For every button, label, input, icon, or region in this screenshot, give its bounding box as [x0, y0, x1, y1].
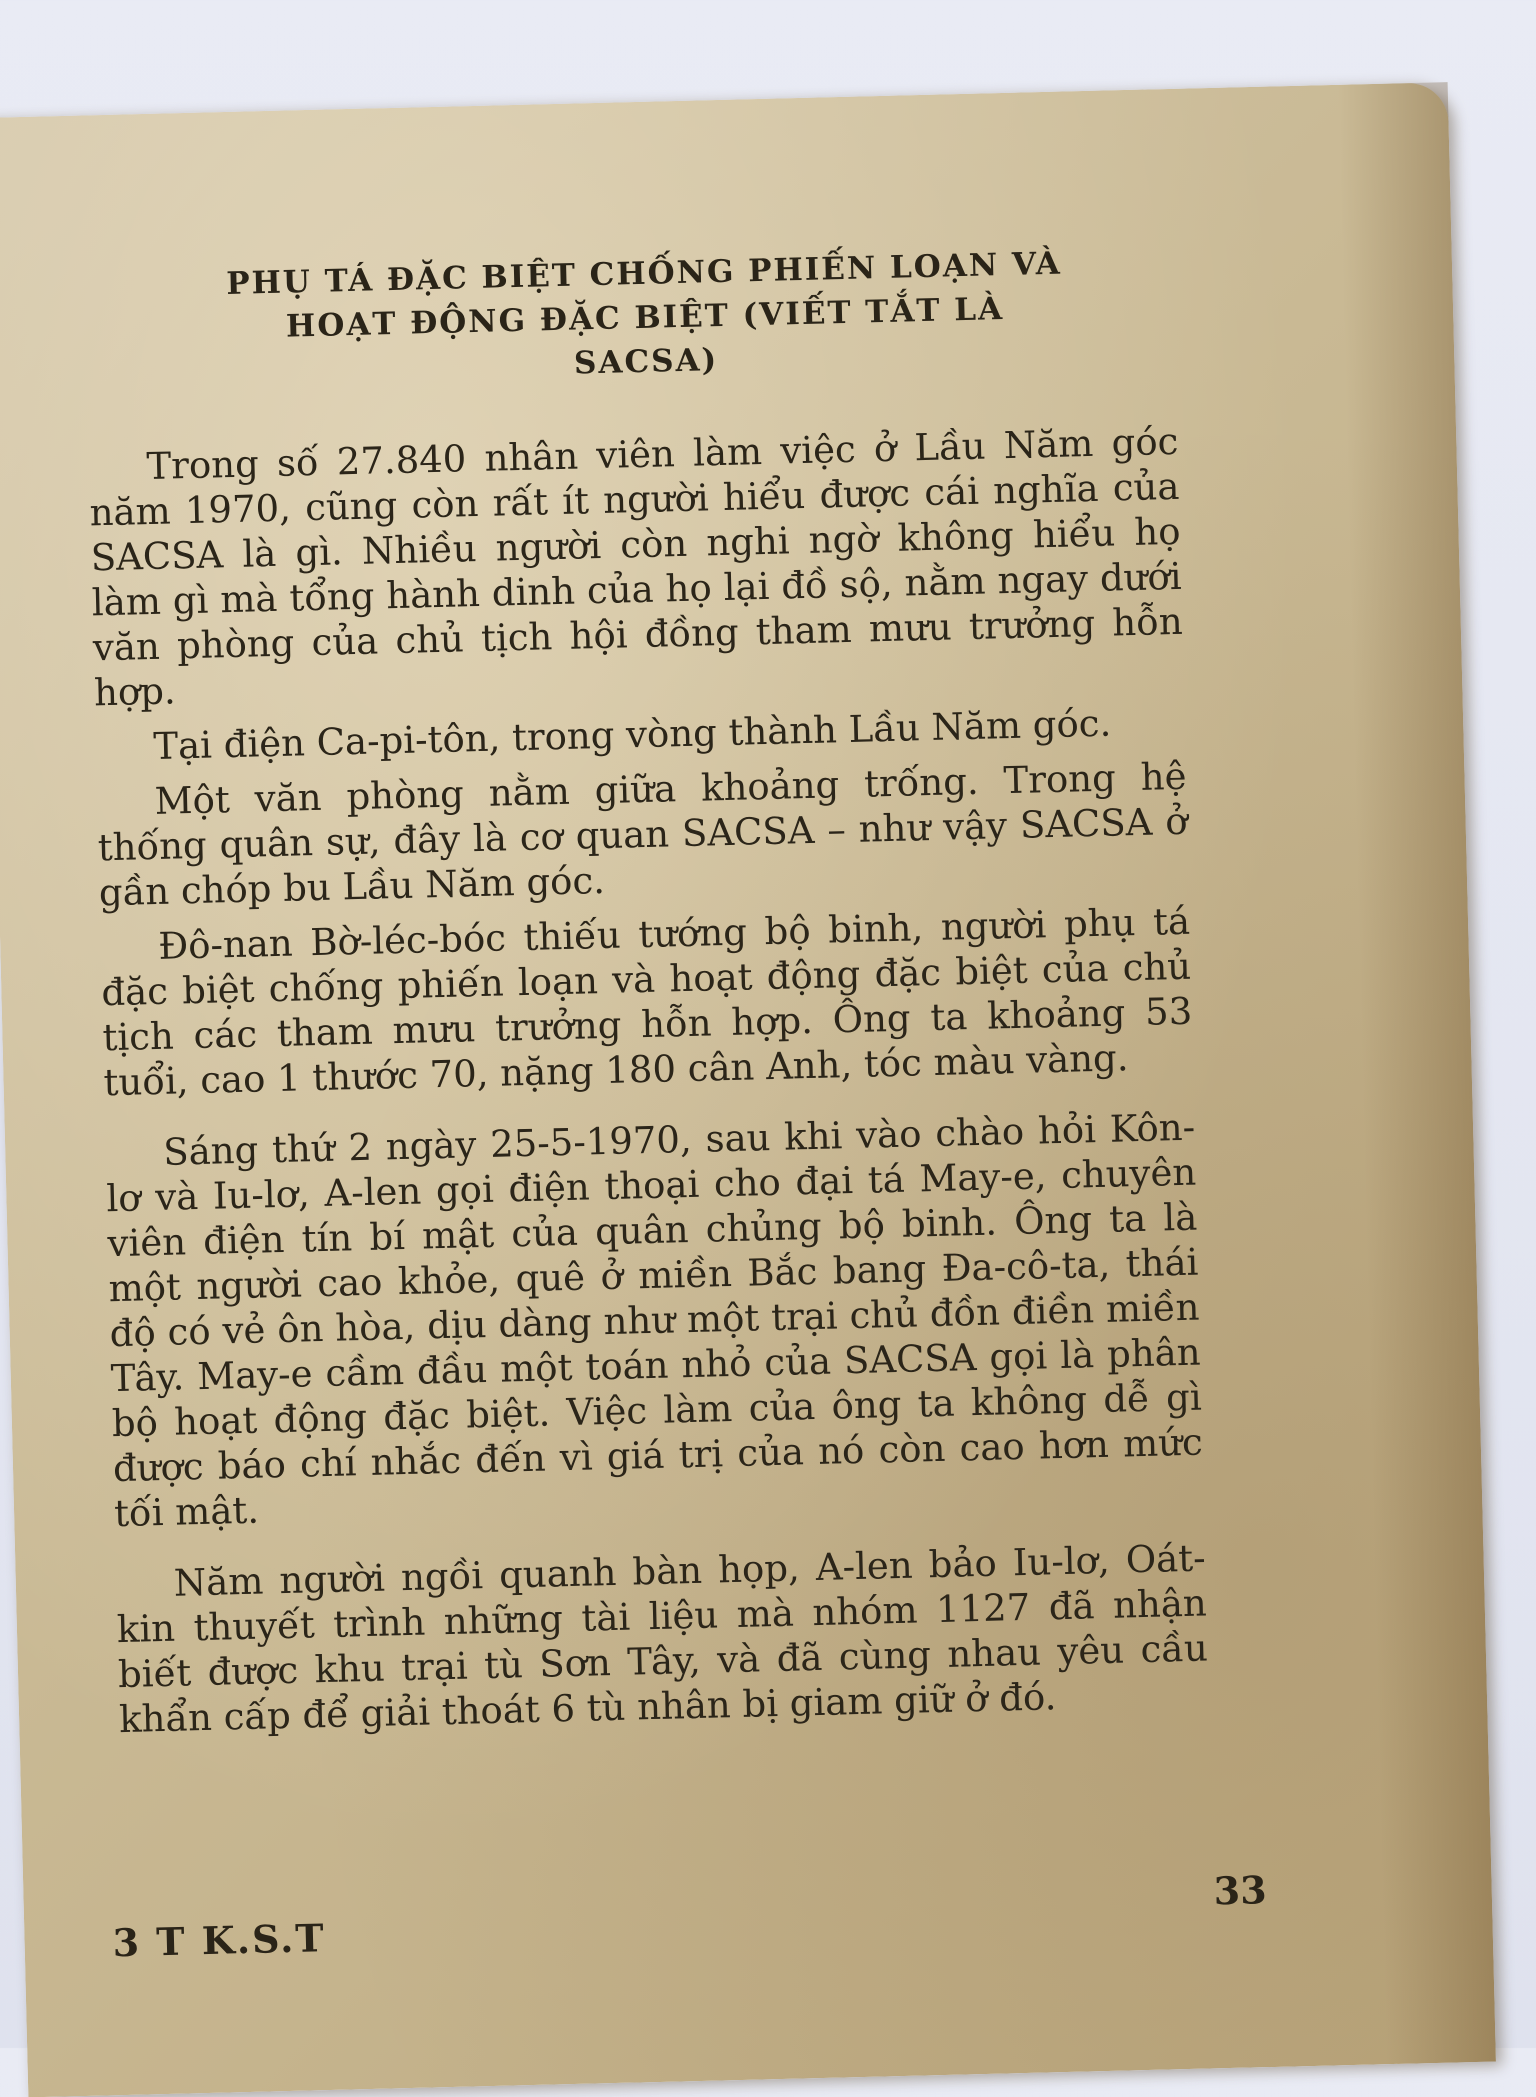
chapter-heading: [214, 241, 1077, 394]
paragraph: Sáng thứ 2 ngày 25-5-1970, sau khi vào chào hỏi Kôn-lơ và Iu-lơ, A-len gọi điện thoại cho đại tá May-e, chuyên viên điện tín bí mật của quân chủng bộ binh. Ông ta là một người cao khỏe, quê ở miền Bắc bang Đa-cô-ta, thái độ có vẻ ôn hòa, dịu dàng như một trại chủ đồn điền miền Tây. May-e cầm đầu một toán nhỏ của SACSA gọi là phân bộ hoạt động đặc biệt. Việc làm của ông ta không dễ gì được báo chí nhắc đến vì giá trị của nó còn cao hơn mức tối mật.: [105, 1105, 1204, 1536]
paragraph: Trong số 27.840 nhân viên làm việc ở Lầu Năm góc năm 1970, cũng còn rất ít người hiểu được cái nghĩa của SACSA là gì. Nhiều người còn nghi ngờ không hiểu họ làm gì mà tổng hành dinh của họ lại đồ sộ, nằm ngay dưới văn phòng của chủ tịch hội đồng tham mưu trưởng hỗn hợp.: [89, 419, 1184, 715]
body-text: [88, 419, 1210, 1752]
paragraph: Năm người ngồi quanh bàn họp, A-len bảo Iu-lơ, Oát-kin thuyết trình những tài liệu mà nhóm 1127 đã nhận biết được khu trại tù Sơn Tây, và đã cùng nhau yêu cầu khẩn cấp để giải thoát 6 tù nhân bị giam giữ ở đó.: [116, 1536, 1209, 1742]
heading-line-1: PHỤ TÁ ĐẶC BIỆT CHỐNG PHIẾN LOẠN VÀ: [225, 245, 1063, 303]
book-page: [0, 82, 1496, 2097]
paragraph: Một văn phòng nằm giữa khoảng trống. Trong hệ thống quân sự, đây là cơ quan SACSA – như vậy SACSA ở gần chóp bu Lầu Năm góc.: [97, 754, 1189, 915]
signature-mark: 3 T K.S.T: [112, 1915, 327, 1966]
page-number: 33: [1213, 1867, 1268, 1914]
heading-line-2: HOẠT ĐỘNG ĐẶC BIỆT (VIẾT TẮT LÀ SACSA): [285, 291, 1005, 382]
paragraph: Đô-nan Bờ-léc-bóc thiếu tướng bộ binh, người phụ tá đặc biệt chống phiến loạn và hoạt động đặc biệt của chủ tịch các tham mưu trưởng hỗn hợp. Ông ta khoảng 53 tuổi, cao 1 thước 70, nặng 180 cân Anh, tóc màu vàng.: [100, 899, 1193, 1105]
paragraph: Tại điện Ca-pi-tôn, trong vòng thành Lầu Năm góc.: [152, 701, 1112, 768]
